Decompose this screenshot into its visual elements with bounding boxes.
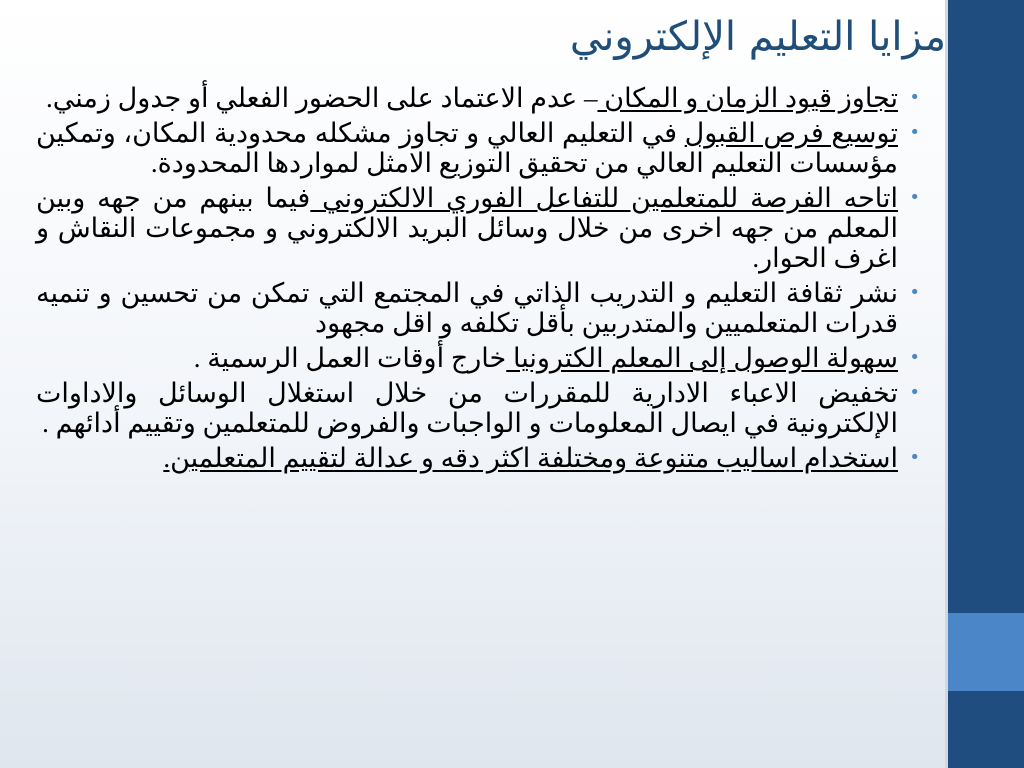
item-text: نشر ثقافة التعليم و التدريب الذاتي في المجتمع التي تمكن من تحسين و تنميه قدرات المتعلميين والمتدربين بأقل تكلفه و اقل مجهود xyxy=(36,278,898,338)
item-text: تخفيض الاعباء الادارية للمقررات من خلال استغلال الوسائل والاداوات الإلكترونية في ايصال المعلومات و الواجبات والفروض للمتعلمين وتقييم أدائهم . xyxy=(36,378,898,438)
bullet-icon: • xyxy=(909,282,920,303)
item-text: خارج أوقات العمل الرسمية . xyxy=(193,343,507,373)
bullet-icon: • xyxy=(909,382,920,403)
list-item xyxy=(36,83,920,113)
item-text: فيما بينهم من جهه وبين المعلم من جهه اخرى من خلال وسائل البريد الالكتروني و مجموعات النقاش و اغرف الحوار. xyxy=(36,183,898,273)
bullet-list xyxy=(36,83,920,478)
bullet-icon: • xyxy=(909,187,920,208)
item-emphasis: استخدام اساليب متنوعة ومختلفة اكثر دقه و عدالة لتقييم المتعلمين. xyxy=(163,443,898,473)
sidebar-accent-block xyxy=(948,613,1024,691)
item-emphasis: سهولة الوصول إلى المعلم الكترونيا xyxy=(506,343,898,373)
bullet-icon: • xyxy=(909,122,920,143)
bullet-icon: • xyxy=(909,87,920,108)
item-emphasis: تجاوز قيود الزمان و المكان xyxy=(597,83,898,113)
item-emphasis: توسيع فرص القبول xyxy=(684,118,898,148)
slide-title: مزايا التعليم الإلكتروني xyxy=(569,14,946,60)
item-emphasis: اتاحه الفرصة للمتعلمين للتفاعل الفوري الالكتروني xyxy=(310,183,898,213)
list-item xyxy=(36,183,920,273)
list-item xyxy=(36,378,920,438)
list-item xyxy=(36,443,920,473)
item-text: – عدم الاعتماد على الحضور الفعلي أو جدول زمني. xyxy=(46,83,598,113)
list-item xyxy=(36,343,920,373)
item-text: في التعليم العالي و تجاوز مشكله محدودية المكان، وتمكين مؤسسات التعليم العالي من تحقيق التوزيع الامثل لمواردها المحدودة. xyxy=(36,118,898,178)
bullet-icon: • xyxy=(909,347,920,368)
list-item xyxy=(36,278,920,338)
bullet-icon: • xyxy=(909,447,920,468)
list-item xyxy=(36,118,920,178)
